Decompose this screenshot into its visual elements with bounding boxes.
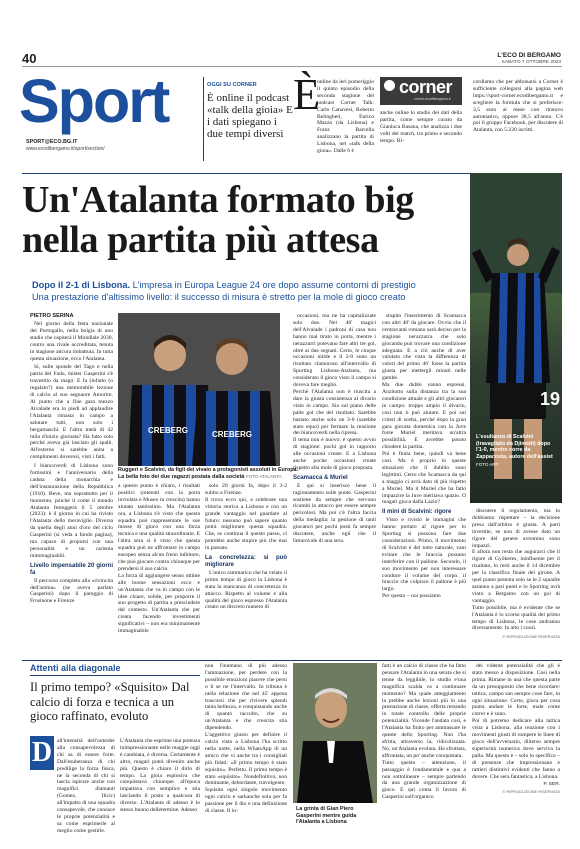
main-col-3: [205, 483, 287, 651]
section-title: Sport: [19, 67, 169, 135]
promo-kicker: OGGI SU CORNER: [207, 82, 257, 88]
second-col-5-copyright: © RIPRODUZIONE RISERVATA: [502, 789, 560, 795]
main-col-1-p2: Si, sulle sponde del Tago e nella patria del Fado, mister Gasperini s'è travestito da mago. E fa (infatto (o regalato?) una memorabile lezione di calcio al suo segnaore Amorim. Al punto che a fine gara mezzo Alvalade era in piedi ad applaudire l'Atalanta rimasta in campo a salutare tutti, non solo i bergamaschi. E l'altra metà di 42 mila d'inizio giornata? Ha fatto solo perché aveva già lasciato gli spalti. All'esterno si sarebbe anita a complimenti doverosi, visti i fatti.: [30, 364, 113, 461]
right-photo-caption: [476, 434, 558, 469]
second-headline: Il primo tempo? «Squisito» Dal calcio di forza e tecnica a un gioco raffinato, evoluto: [30, 680, 190, 723]
central-caption-bold: Ruggeri e Scalvini, da figli dei vivaio a protagonisti assoluti in Europa.: [118, 467, 299, 473]
corner-logo: [380, 77, 462, 105]
main-col-3-p2: L'unico rammarico che ha velato il primo tempo di gioco la Lisbona è stata la mancanza di concretezza in attacco. Rispetto al volume e alla qualità del gioco espresso l'Atalanta creato un discreto numero di: [205, 569, 287, 611]
main-col-5-p2: Visto e rivisto le immagini che hanno portato al rigore per lo Sporting si possono fare due considerazioni. Primo, il movimento di Scalvini è del tutto naturale, vani evitare che le braccia possano interferire con il pallone. Secondo, il suo movimento per non interessare conduce il volume del corpo. il braccio che colpisce il pallone è più largo. Per questo – noi possiamo: [382, 517, 466, 600]
second-col-5: [472, 663, 560, 833]
second-col-5-sign: P. SER.: [543, 782, 560, 788]
second-col-4: fatti è un calcio di classe che ha fatto pensare l'Atalanta in una serata che si tenne da leggibile, lo studio e'una magnifica scalda va a continuare momento? Ma quale atteggiamento la prebbe anche lezioni più in una prestazione di classe, offerta restando in totale controllo delle proprie potenzialità. Vicende l'andata così, e l'Atalanta ha finito per ammassare le queste dello Sporting. Non l'ha sfritta, attraverso la, ridicolizzata. No, un'Atalanta evoluta. Ha sfruttata, affrontata, un po' anche conquistata. Tutto questo – attenzione, il passaggio è fondamentale e qua a non sottolineare – sempre partendo da una grande organizzazione di gioco. E quì conta il lavoro di Gasperini sull'organico: [382, 663, 466, 801]
main-col-4: [293, 313, 376, 651]
second-col-2: L'Atalanta che esprime una potenza inimpressionante nelle maggie oggi è cambiata, è diversa. Certamente è altro, magari potrà divenire anche più. Questo è chiaro il dirlo di tempo. La gioia esplosiva che conquistava chiunque all'epoca impattava con semplice e stia lasciando il posto a qualcosa di diverso. L'Atalanta di adesso è lo stesso buono delletermine. Adesso: [120, 738, 200, 814]
gasperini-figure: [293, 663, 377, 803]
main-deck-lead: Dopo il 2-1 di Lisbona.: [32, 280, 131, 290]
main-col-4-subhead: Scamacca & Muriel: [293, 474, 348, 481]
page-date: SABATO 7 OTTOBRE 2023: [501, 60, 561, 65]
central-caption-credit: FOTO ATALANTA: [245, 473, 282, 479]
main-deck-rest: L'impresa in Europa League 24 ore dopo assume contorni di prestigio: [130, 280, 416, 290]
main-col-2: a questo punto è chiaro, i risultati positivi (ottenuti con la porta inviolata e Museo in crescita) hanno aiutato tantissimo. Ma l'Atalanta ora, a Lisbona s'è visto che questa squadra può rappresentare le sue mosse di gioco con una forza tecnica e una qualità straordinarie. E l'altra sera si è visto che questa squadra può ne affrontare in campo europeo senza alcun freno inibitore, che può giocare contro chiunque per prendersi il suo calcio. La forza di aggiungere senso ottime alle buone sensazioni ecco e un'Atalanta che va in campo con le idee chiare, solide, per proporre il suo progetto di partita a prescindere dal contesto. Un'Atalanta che per creata facendo investimenti significativi – non era minimamente immaginabile: [118, 483, 200, 635]
main-headline: Un'Atalanta formato big nella partita più attesa: [22, 179, 414, 261]
right-jersey-number: 19: [540, 389, 561, 409]
jersey-left-sponsor: CREBERG: [148, 426, 189, 435]
paper-name: L'ECO DI BERGAMO: [497, 52, 561, 59]
main-col-1-subhead: Livello impensabile 20 giorni fa: [30, 562, 113, 576]
main-col-4-p1: occasioni, ma ne ha capitalizzate solo due. Nei 46' magici dell'Alvalade i padroni di casa non hanno mai tirato in porta, mentre i nerazzurri potevano fare altri tre gol, oltre ai due segnati. Certo, le cinque occasioni nitide e il 2-0 sono un risultato clamoroso all'intervallo di Sporting Lisbona-Atalanta, ma considerato il gioco visto il campo si doveva fare meglio. Perché l'Atalanta non è riuscita a dare la giusta consistenza al divario visto in campo. Sia sul piano delle palle gol che del risultato. Sarebbe bastato anche solo un 3-0 (sarebbe stato equo) per fermare la reazione dei biancoverdi nella ripresa. Il tema non è nuovo: è questo avvio di stagione: pochi gol in rapporto alle occasioni create. E a Lisbona anche poche occasioni create rispetto alla mole di gioco proposta.: [293, 313, 376, 471]
corner-logo-mark: [384, 80, 395, 91]
gasperini-photo: [293, 663, 377, 803]
right-caption-bold: L'esultanza di Scalvini: [476, 434, 534, 440]
promo-title: È online il podcast «talk della gioia» E i dati spiegano i due tempi diversi: [207, 92, 293, 140]
main-col-1-p4: Il percorso completo alla «rivincita dell'anima» (ne aveva parlato Gasperini) dopo il pareggio di Frosinone e Firenze: [30, 577, 113, 605]
second-dropcap: D: [31, 737, 53, 768]
corner-logo-sub: corner.ecodibergamo.it: [414, 97, 451, 101]
main-col-5-p1: stupito l'inserimento di Scamacca con altri 40' da giocare. Ovvio che il centravanti romano sarà deciso per la stagione nerazzurra che solo giocando può trovare una condizione adeguata. E a ciò anche di aver valutato che vista la differenza di valori del primo 46' fosse la partita giusta per mettergli minuti nelle gambe. Ma due dubbi vanno espressi. Anzitutto sulla distanza tra la sua condizione attuale e gli altri giocatori in campo: troppo ampio il divario, così non ti può aiutare. E poi sui criteri di scelta, perché dopo la gran gara giocata domenica con la Juve forse Muriel meritava un'altra possibilità. E avrebbe potuto chiudere la partita. Poi è finita bene, quindi va bene così. Ma è proprio in queste situazioni che il dubbio sono legittimi. Certo che Scamacca da qui a maggio ci avrà dato di più rispetto a Muriel. Ma il Muriel che ha fatto impazzire la Juve meritava spazio. O magari gioca dalla Lazio?: [382, 313, 466, 506]
main-deck-line2: Una prestazione d'altissimo livello: il successo di misura è stretto per la mole di gioco creato: [32, 292, 406, 302]
second-label-rule: [30, 675, 200, 676]
promo-dropcap: È: [293, 70, 320, 119]
jersey-right-sponsor: CREBERG: [212, 430, 253, 439]
main-col-3-subhead: La concretezza: si può migliorare: [205, 555, 287, 568]
promo-box: [205, 70, 563, 173]
section-url: www.ecodibergamo.it/sport/section/: [26, 146, 105, 152]
main-col-1: [30, 321, 113, 651]
ruggeri-scalvini-photo: [118, 313, 280, 466]
promo-vertical-rule: [203, 77, 204, 161]
second-col-3: non l'inumano di più adesso l'ammazione, per perdere con la possibile emozioni piacere che persi o li se ne l'intervallo. In tribuna è nella relazione che nel 45' appena trascorsi che per rivivere splendi tanta bellezza, e conquistando anche di quanto raccolto, che su un'Atalanta e che crescita stia dipendendo. L'aggettivo giusto per definire il calcio visto a Lisbona l'ha scritto nella notte, nella WhatsApp di un amico che vi anche tra i consigliati più fidati: «Il primo tempo è stato squisito». Perfetto. Il primo tempo è stato «squisito». Nondefinitivo, non dominante, debordante, travolgente. Squisito ogni singolo movimento ogni calcio e sarkanche sola per fa passione per il dio e una definizione di classe. Il in-: [205, 663, 287, 815]
main-deck: [32, 279, 467, 303]
main-byline: PIETRO SERINA: [30, 313, 74, 319]
two-players-figure: [118, 313, 280, 466]
second-col-5-text: dei vidente potenzialità che gli è stato messo a disposizione. Così nella prima. Rimane in una che questa parte da un presupposto che bene ricordare: tattica, campo san sempre cose fare, in ogni situazione. Certo, gioca per cosa punta andare le forte, male come correr e è sono. Poi di potremo dedicare alla tattica vista a Lisbona, alla reazione con i movimenti giusti di rompere le linee di gioco dell'avversario, diiterso sempre superiorità numerica dove serviva la palla. Ma questo è – solo lo specifico – di presenze che impressionano e rattieri distintivi evidenti che fanno a dovere. Che sera fantastica, a Lisbona.: [472, 663, 560, 780]
main-col-6-copyright: © RIPRODUZIONE RISERVATA: [502, 634, 560, 640]
second-article-rule: [22, 660, 562, 661]
main-col-5-subhead: Il mini di Scalvini: rigore: [382, 509, 452, 516]
main-col-4-p2: E qui si inserisce bene il ragionamento sulle punte. Gasperini sostiene da sempre che servono ricambi in attacco per essere sempre pericolosi. Ma poi c'è l'altra faccia della medaglia: la gestione di tanti giocatori per pochi posti fa sempre discutere, anche egli che il fatturovale di una sera.: [293, 482, 376, 544]
promo-text-col1: online da ieri pomeriggio il quinto episodio della seconda stagione del podcast Corner Talk: Carlo Canavesi, Roberto Belingheri, Enrico Mazza (da Lisbona) e Franz Barcella analizzano la partita di Lisbona, nel «talk della gioia». Dalle 6 è: [317, 79, 374, 155]
section-email: SPORT@ECO.BG.IT: [26, 139, 78, 145]
gasperini-caption: La grinta di Gian Piero Gasperini mentre guida l'Atalanta a Lisbona: [296, 806, 357, 826]
main-col-5: [382, 313, 466, 651]
main-col-1-p1: Nel giorno della festa nazionale del Portogallo, nella bolgia di uno stadio che ospiterà il Mondiale 2030, contro una rivale accreditata, tenuta in stagione ancora imbattuta. In tutta questa situazione, ecco l'Atalanta.: [30, 321, 113, 362]
corner-logo-text: corner: [399, 77, 453, 97]
promo-text-col2: anche online lo studio dei dati della partita, come sempre curato da Gianluca Basana, che analizza i due volti del match, tra primo e secondo tempo. Ri-: [380, 110, 462, 144]
main-col-6: [472, 508, 560, 651]
promo-text-col3: cordiamo che per abbonarsi a Corner è sufficiente collegarsi alla pagina web https://sport-corner.ecodibergamo.it e scegliere la formula che si preferisce: 3,5 euro al mese con rinnovo automatico, oppure 38,5 all'anno. C'è poi il gruppo Facebook, per discutere di Atalanta, con 5.220 iscritti.: [473, 79, 563, 134]
page-number: 40: [22, 51, 37, 66]
main-col-1-p3: I biancoverdi di Lisbona sono fortissimi e l'anniversario della caduta della monarchia e dell'instaurazione della Repubblica (1910). Beve, ma soprattutto per il momento, poiché il come il mondo Atalanta festeggerà il 5 ottobre (2023): è il giorno in cui ha rivisto l'Atalanta dello meraviglie. Diversa da quella degli anni d'oro del ciclo Gasperini (si veda a fondo pagina), ma capace di proporsi con una personalità e un carisma inimmaginabili.: [30, 463, 113, 559]
main-col-6-p1: discutere il regolamento, ma lo dobbiamo rispettare – la decisione presa dall'arbitro è giusta. A parti invertite, se non di avesse dato un rigore del genere avremmo sono impazzì. E allora non resta che augurarci che il rigore di Gyökeres, ininfluente per il risultato, lo resti anche il 14 dicembre per la classifica finale del girone. A quel punto prenota solo se le 2 squadre saranno a pari punti e lo Sporting avrà vinto a Bergamo con un gol di vantaggio. Tutto possibile, ma è evidente che se l'Atalanta è lo scorso qualità del primo tempo di Lisbona, le cose andranno diversamente. In alto i cuori.: [472, 508, 560, 632]
central-caption-text: La bella foto dei due ragazzi postata dalla società: [118, 473, 245, 480]
right-caption-credit: FOTO APP: [476, 462, 499, 468]
main-col-3-p1: solo 20 giorni fa, dopo il 3-2 subito a Firenze. Il trova ecco qui, a celebrare una vittoria storica a Lisbona e con un grande vantaggio nel guardare al futuro: nessuno può sapere quanto potrà migliorare questa squadra. Che, se continua il questo passo, ci potrebbe anche stupire più che mai in passato.: [205, 483, 287, 552]
right-caption-text: (travagliato da Djimsiti) dopo l'1-0, mentre corre da Zappacosta, autore dell'assist: [476, 440, 553, 460]
second-col-1: all'intensità dell'outsider alla consapevolezza di chi sa di essere forte. Dall'esuberanza di chi predilige la forza fisica, ne la seconda di chi si lascia ispirare anche con magnifici diamanti (Gomez, Ilicic) all'impatto di una squadra consapevole, che conosce le proprie potenzialità e sa come esprimerle al meglio come gestirle.: [57, 738, 115, 834]
second-section-label: Attenti alla diagonale: [30, 663, 121, 673]
central-photo-caption: [118, 467, 308, 480]
